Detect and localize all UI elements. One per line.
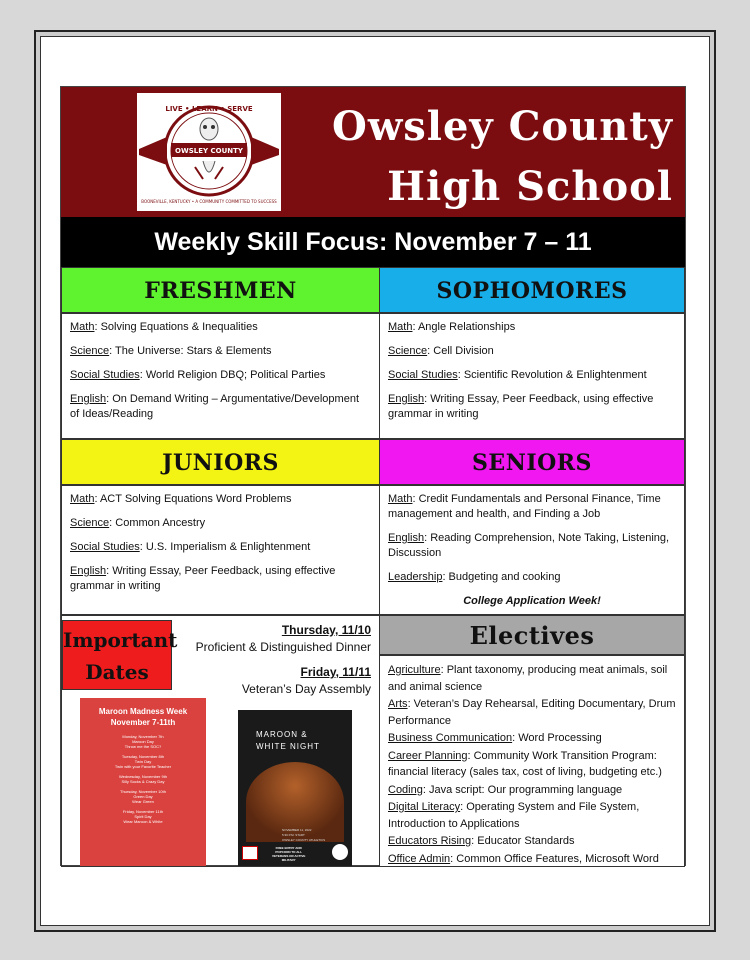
list-item: English: Writing Essay, Peer Feedback, using effective grammar in writing — [388, 393, 654, 420]
sophomores-content — [379, 313, 685, 439]
flyer-dark-title2: WHITE NIGHT — [256, 742, 320, 751]
maroon-white-night-flyer — [238, 710, 352, 866]
flyer-title: Maroon Madness Week November 7-11th — [98, 707, 188, 727]
electives-content — [379, 655, 685, 867]
flyer-schedule: Monday, November 7th Maroon Day Throw me the SOC? Tuesday, November 8th Twin Day Twin with your Favorite Teacher Wednesday, November 9th Silly Socks & Crazy Day Thursday, November 10th Green Day Wear Green Friday, November 11th Spirit Day Wear Maroon & White — [114, 734, 172, 824]
flag-badge-icon — [242, 846, 258, 860]
list-item: Business Communication: Word Processing — [388, 732, 602, 744]
flyer-dark-title1: MAROON & — [256, 730, 308, 739]
event-thursday: Thursday, 11/10 Proficient & Distinguished Dinner — [195, 623, 371, 654]
list-item: Educators Rising: Educator Standards — [388, 835, 575, 847]
list-item: Science: Common Ancestry — [70, 517, 206, 529]
weekly-focus-title: Weekly Skill Focus: November 7 – 11 — [61, 217, 685, 267]
seniors-content — [379, 485, 685, 615]
flyer-dark-footer: FREE ENTRY AND POPCORN TO ALL VETERANS OR ACTIVE MILITARY — [272, 846, 306, 862]
list-item: Science: The Universe: Stars & Elements — [70, 345, 272, 357]
school-name-line1: Owsley County — [331, 103, 673, 150]
list-item: Math: Angle Relationships — [388, 321, 516, 333]
logo-band-text: OWSLEY COUNTY — [175, 147, 243, 155]
list-item: Social Studies: Scientific Revolution & Enlightenment — [388, 369, 647, 381]
list-item: Math: Credit Fundamentals and Personal Finance, Time management and health, and Finding a Job — [388, 493, 661, 520]
juniors-content — [61, 485, 380, 615]
college-week-note: College Application Week! — [463, 595, 601, 607]
school-name-line2: High School — [387, 163, 673, 210]
logo-bottom-text: BOONEVILLE, KENTUCKY • A COMMUNITY COMMITTED TO SUCCESS — [141, 199, 277, 204]
list-item: Digital Literacy: Operating System and File System, Introduction to Applications — [388, 801, 640, 830]
logo-top-text: LIVE • LEARN • SERVE — [165, 105, 253, 113]
header-banner — [61, 87, 685, 217]
list-item: Agriculture: Plant taxonomy, producing meat animals, soil and animal science — [388, 664, 668, 693]
list-item: Social Studies: World Religion DBQ; Political Parties — [70, 369, 326, 381]
seal-icon — [137, 93, 281, 211]
important-dates-heading: Important Dates — [62, 620, 172, 690]
important-dates-block — [61, 615, 380, 867]
newsletter-page — [60, 86, 686, 866]
seniors-heading: SENIORS — [379, 439, 685, 485]
list-item: Math: Solving Equations & Inequalities — [70, 321, 258, 333]
list-item: Leadership: Budgeting and cooking — [388, 571, 561, 583]
list-item: Science: Cell Division — [388, 345, 494, 357]
event-friday: Friday, 11/11 Veteran’s Day Assembly — [241, 665, 371, 696]
mascot-icon — [332, 844, 348, 860]
electives-heading: Electives — [379, 615, 685, 655]
list-item: Coding: Java script: Our programming language — [388, 783, 623, 796]
freshmen-content — [61, 313, 380, 439]
list-item: Office Admin: Common Office Features, Microsoft Word — [388, 852, 659, 865]
list-item: Career Planning: Community Work Transition Program: financial literacy (sales tax, cost of living, budgeting etc.) — [388, 749, 662, 778]
juniors-heading: JUNIORS — [61, 439, 380, 485]
sophomores-heading: SOPHOMORES — [379, 267, 685, 313]
list-item: English: Reading Comprehension, Note Taking, Listening, Discussion — [388, 532, 670, 559]
list-item: English: Writing Essay, Peer Feedback, using effective grammar in writing — [70, 565, 336, 592]
list-item: Math: ACT Solving Equations Word Problems — [70, 493, 292, 505]
list-item: Arts: Veteran’s Day Rehearsal, Editing Documentary, Drum Performance — [388, 698, 676, 727]
school-logo — [137, 93, 281, 211]
maroon-madness-flyer — [80, 698, 206, 866]
flyer-dark-info: NOVEMBER 11, 2022 5:30 P.M. START OWSLEY COUNTY ATHLETICS — [282, 828, 326, 842]
school-name — [313, 97, 673, 217]
freshmen-heading: FRESHMEN — [61, 267, 380, 313]
list-item: English: On Demand Writing – Argumentative/Development of Ideas/Reading — [70, 393, 359, 420]
list-item: Social Studies: U.S. Imperialism & Enlightenment — [70, 541, 311, 553]
